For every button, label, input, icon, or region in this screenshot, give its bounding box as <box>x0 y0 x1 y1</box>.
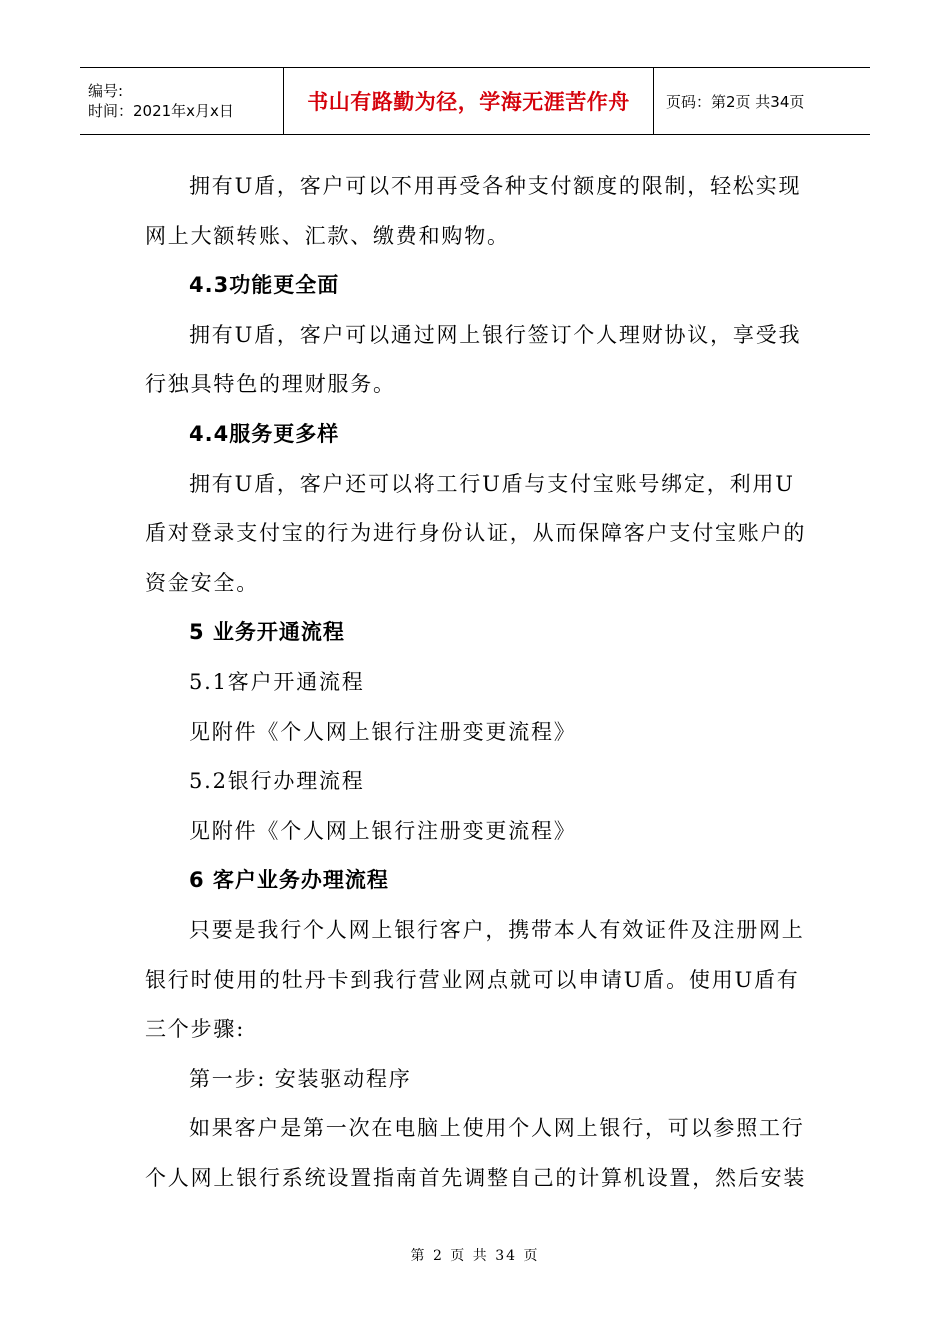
subsection-heading: 5.2银行办理流程 <box>189 769 365 794</box>
section-heading: 4.3功能更全面 <box>189 273 340 298</box>
paragraph-line: 只要是我行个人网上银行客户，携带本人有效证件及注册网上 <box>189 917 805 942</box>
page-footer: 第 2 页 共 34 页 <box>410 1248 540 1264</box>
paragraph-line: 银行时使用的牡丹卡到我行营业网点就可以申请U盾。使用U盾有 <box>145 967 800 992</box>
paragraph-line: 网上大额转账、汇款、缴费和购物。 <box>145 223 510 248</box>
section-heading: 4.4服务更多样 <box>189 421 340 446</box>
paragraph-line: 资金安全。 <box>145 570 259 595</box>
paragraph-line: 如果客户是第一次在电脑上使用个人网上银行，可以参照工行 <box>189 1116 805 1141</box>
paragraph-line: 见附件《个人网上银行注册变更流程》 <box>189 719 577 744</box>
paragraph-line: 盾对登录支付宝的行为进行身份认证，从而保障客户支付宝账户的 <box>145 521 807 546</box>
document-number-label: 编号: <box>88 82 124 100</box>
header-page-info: 页码：第2页 共34页 <box>666 92 805 111</box>
paragraph-line: 拥有U盾，客户还可以将工行U盾与支付宝账号绑定，利用U <box>189 471 795 496</box>
section-heading: 5 业务开通流程 <box>189 620 345 645</box>
paragraph-line: 个人网上银行系统设置指南首先调整自己的计算机设置，然后安装 <box>145 1165 807 1190</box>
page-header <box>80 67 870 135</box>
subsection-heading: 5.1客户开通流程 <box>189 669 365 694</box>
section-heading: 6 客户业务办理流程 <box>189 868 389 893</box>
header-meta <box>80 68 284 134</box>
paragraph-line: 见附件《个人网上银行注册变更流程》 <box>189 818 577 843</box>
document-body <box>145 162 807 1203</box>
step-heading: 第一步: 安装驱动程序 <box>189 1066 412 1091</box>
paragraph-line: 拥有U盾，客户可以通过网上银行签订个人理财协议，享受我 <box>189 322 802 347</box>
paragraph-line: 拥有U盾，客户可以不用再受各种支付额度的限制，轻松实现 <box>189 174 802 198</box>
paragraph-line: 三个步骤: <box>145 1017 246 1042</box>
document-date: 时间：2021年x月x日 <box>88 102 234 120</box>
header-motto: 书山有路勤为径，学海无涯苦作舟 <box>284 68 654 134</box>
paragraph-line: 行独具特色的理财服务。 <box>145 372 396 397</box>
